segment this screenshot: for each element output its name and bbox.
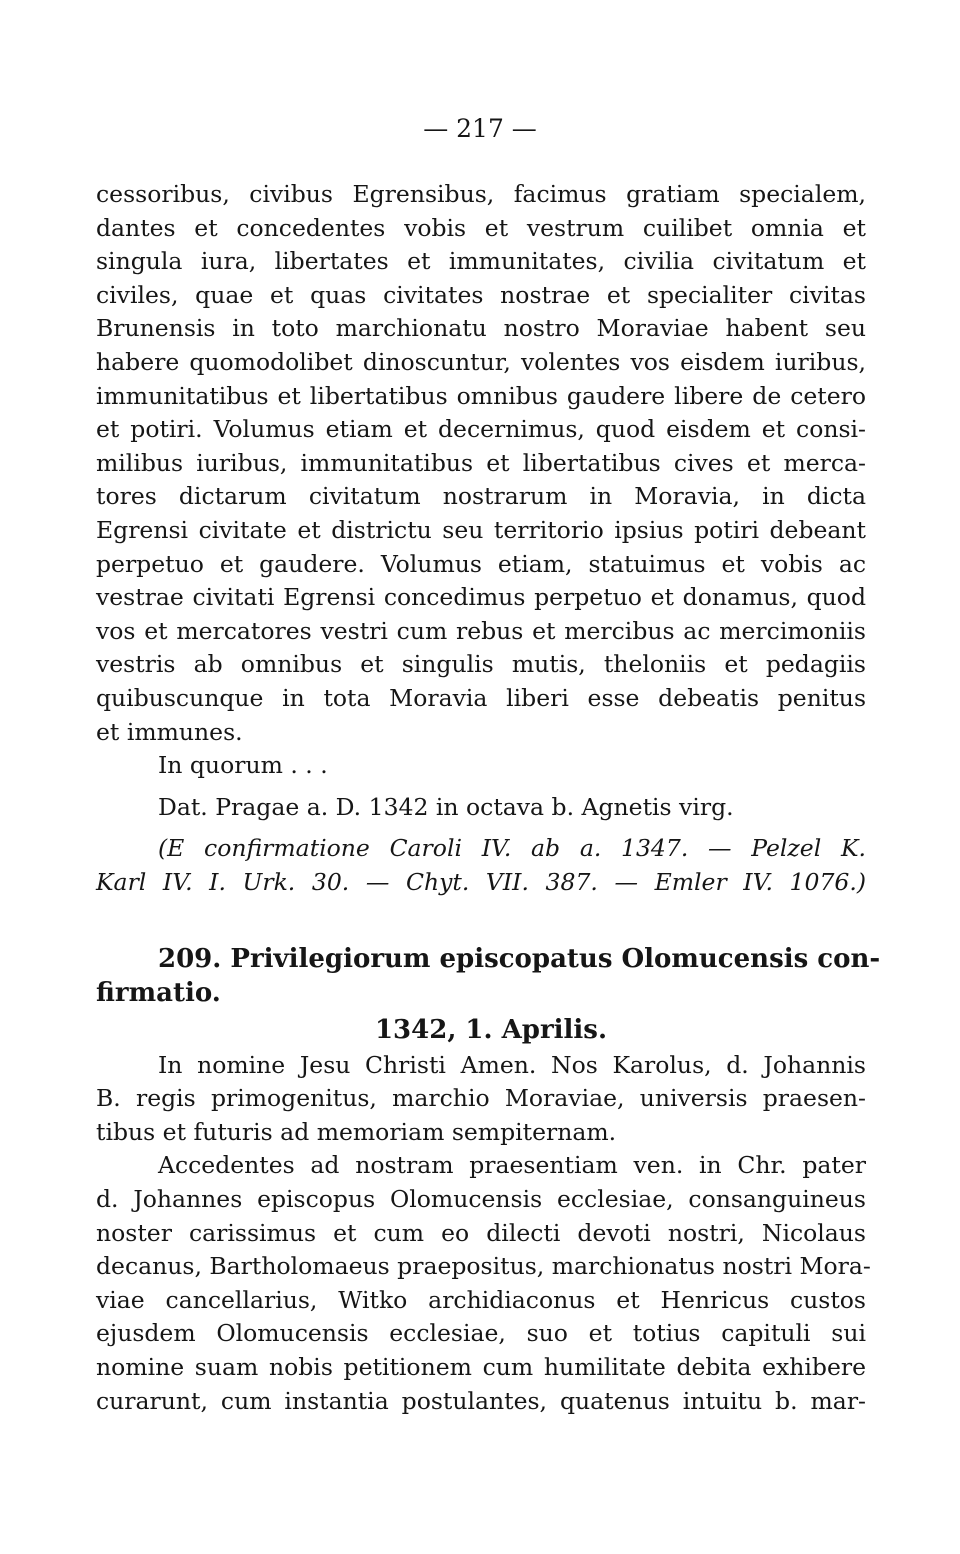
text-line: Accedentes ad nostram praesentiam ven. in Chr. pater	[158, 1151, 866, 1180]
document-209-paragraph-1	[96, 1049, 866, 1150]
document-title-line: firmatio.	[96, 978, 221, 1009]
document-209-heading	[96, 943, 881, 1048]
text-line: et immunes.	[96, 717, 243, 746]
dat-line: Dat. Pragae a. D. 1342 in octava b. Agnetis virg.	[158, 792, 734, 821]
text-line: decanus, Bartholomaeus praepositus, marchionatus nostri Mora-	[96, 1252, 871, 1281]
text-line: immunitatibus et libertatibus omnibus gaudere libere de cetero	[96, 381, 866, 410]
text-line: vestrae civitati Egrensi concedimus perpetuo et donamus, quod	[96, 583, 866, 612]
text-line: d. Johannes episcopus Olomucensis ecclesiae, consanguineus	[96, 1185, 866, 1214]
text-line: curarunt, cum instantia postulantes, quatenus intuitu b. mar-	[96, 1386, 866, 1415]
page-number: — 217 —	[423, 114, 537, 143]
source-citation	[96, 832, 866, 899]
source-line: Karl IV. I. Urk. 30. — Chyt. VII. 387. — Emler IV. 1076.)	[96, 867, 866, 896]
text-line: quibuscunque in tota Moravia liberi esse debeatis penitus	[96, 683, 866, 712]
document-209-paragraph-2	[96, 1149, 871, 1418]
text-line: perpetuo et gaudere. Volumus etiam, statuimus et vobis ac	[96, 549, 866, 578]
text-line: vestris ab omnibus et singulis mutis, theloniis et pedagiis	[96, 650, 866, 679]
text-line: Egrensi civitate et districtu seu territorio ipsius potiri debeant	[96, 515, 866, 544]
text-line: B. regis primogenitus, marchio Moraviae, universis praesen-	[96, 1084, 866, 1113]
text-line: noster carissimus et cum eo dilecti devoti nostri, Nicolaus	[96, 1218, 866, 1247]
text-line: milibus iuribus, immunitatibus et libertatibus cives et merca-	[96, 448, 866, 477]
text-line: nomine suam nobis petitionem cum humilitate debita exhibere	[96, 1353, 866, 1381]
text-line: dantes et concedentes vobis et vestrum cuilibet omnia et	[96, 213, 866, 242]
text-line: habere quomodolibet dinoscuntur, volentes vos eisdem iuribus,	[96, 347, 866, 376]
text-line: civiles, quae et quas civitates nostrae et specialiter civitas	[96, 280, 866, 309]
text-line: tores dictarum civitatum nostrarum in Moravia, in dicta	[96, 482, 866, 511]
text-line: cessoribus, civibus Egrensibus, facimus gratiam specialem,	[96, 180, 866, 208]
page-body	[96, 178, 881, 1418]
document-date: 1342, 1. Aprilis.	[374, 1014, 608, 1045]
text-line: vos et mercatores vestri cum rebus et mercibus ac mercimoniis	[96, 616, 866, 645]
text-line: singula iura, libertates et immunitates, civilia civitatum et	[96, 247, 866, 276]
text-line: viae cancellarius, Witko archidiaconus et Henricus custos	[96, 1285, 866, 1314]
continuation-paragraph	[96, 178, 866, 749]
text-line: In nomine Jesu Christi Amen. Nos Karolus, d. Johannis	[158, 1050, 866, 1079]
document-title: Privilegiorum episcopatus Olomucensis con-	[230, 944, 881, 975]
text-line: ejusdem Olomucensis ecclesiae, suo et totius capituli sui	[96, 1319, 866, 1348]
document-number: 209.	[158, 944, 222, 975]
document-title-line	[96, 943, 881, 977]
text-line: tibus et futuris ad memoriam sempiternam.	[96, 1117, 617, 1146]
text-line: et potiri. Volumus etiam et decernimus, quod eisdem et consi-	[96, 415, 866, 444]
text-line: Brunensis in toto marchionatu nostro Moraviae habent seu	[96, 314, 866, 343]
in-quorum-line: In quorum . . .	[158, 751, 328, 780]
source-line: (E confirmatione Caroli IV. ab a. 1347. — Pelzel K.	[158, 834, 866, 863]
